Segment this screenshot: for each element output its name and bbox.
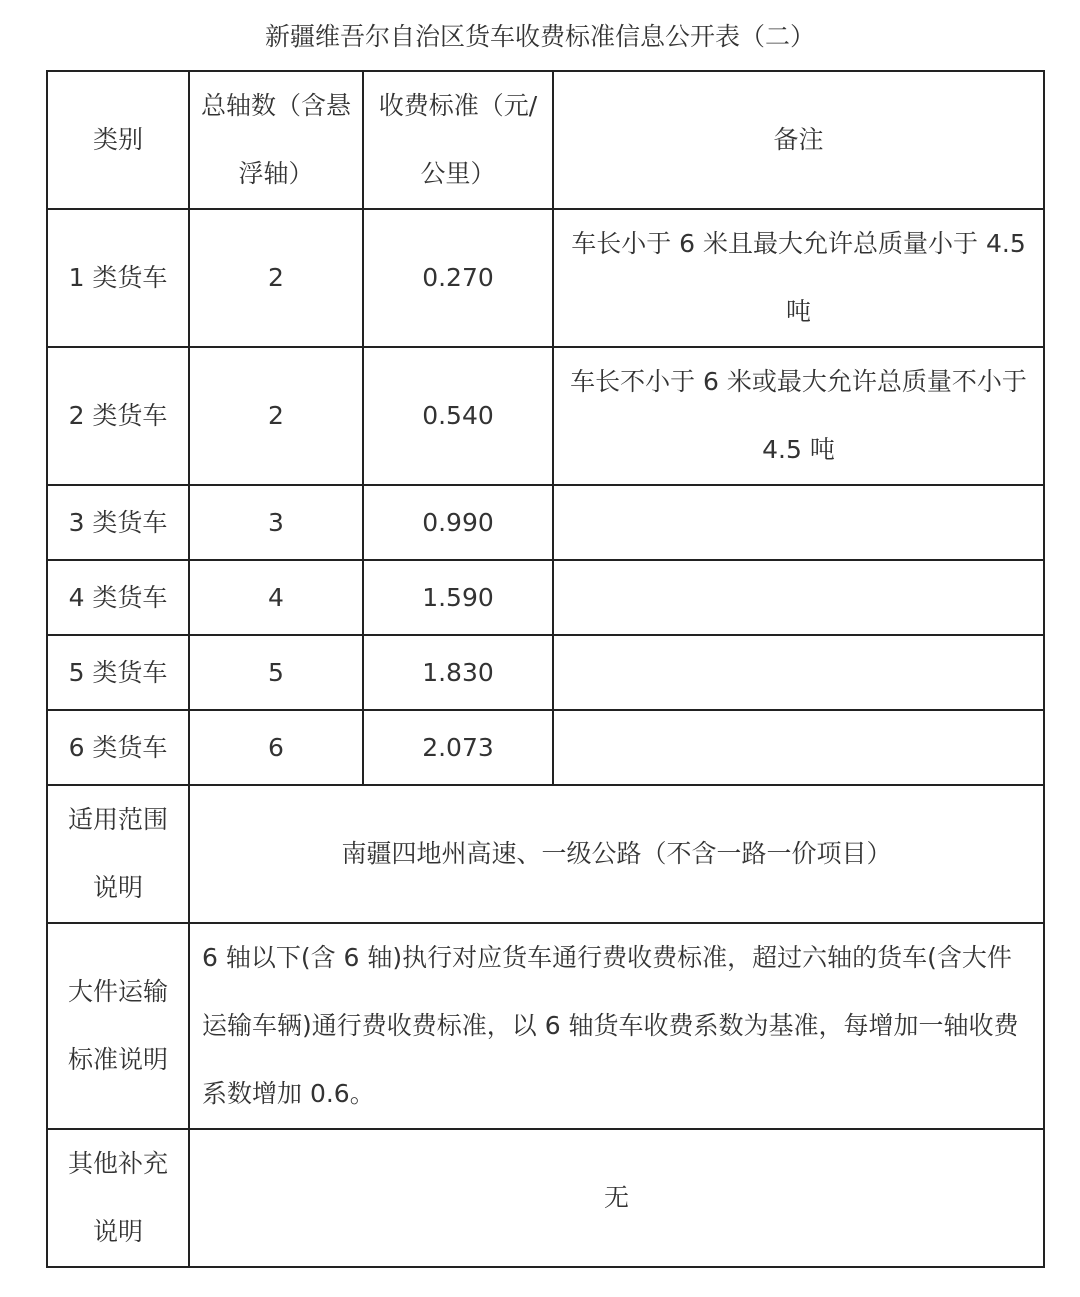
table-row (47, 560, 1044, 635)
row-note (553, 485, 1044, 560)
table-row (47, 635, 1044, 710)
table-row (47, 209, 1044, 347)
row-category: 3 类货车 (47, 485, 189, 560)
row-rate: 1.830 (363, 635, 553, 710)
large-transport-label: 大件运输标准说明 (47, 923, 189, 1129)
row-axles: 2 (189, 209, 363, 347)
large-transport-row (47, 923, 1044, 1129)
row-note: 车长不小于 6 米或最大允许总质量不小于 4.5 吨 (553, 347, 1044, 485)
header-category: 类别 (47, 71, 189, 209)
scope-row (47, 785, 1044, 923)
row-note (553, 635, 1044, 710)
other-row (47, 1129, 1044, 1267)
row-rate: 1.590 (363, 560, 553, 635)
table-header-row (47, 71, 1044, 209)
row-category: 4 类货车 (47, 560, 189, 635)
header-axles: 总轴数（含悬浮轴） (189, 71, 363, 209)
header-rate: 收费标准（元/公里） (363, 71, 553, 209)
row-rate: 0.270 (363, 209, 553, 347)
page-title: 新疆维吾尔自治区货车收费标准信息公开表（二） (264, 22, 815, 51)
table-row (47, 710, 1044, 785)
row-note (553, 560, 1044, 635)
other-value: 无 (189, 1129, 1044, 1267)
row-axles: 4 (189, 560, 363, 635)
row-category: 2 类货车 (47, 347, 189, 485)
toll-table (46, 70, 1045, 1268)
row-axles: 2 (189, 347, 363, 485)
row-axles: 5 (189, 635, 363, 710)
scope-label: 适用范围说明 (47, 785, 189, 923)
scope-value: 南疆四地州高速、一级公路（不含一路一价项目） (189, 785, 1044, 923)
table-row (47, 347, 1044, 485)
row-note: 车长小于 6 米且最大允许总质量小于 4.5 吨 (553, 209, 1044, 347)
row-category: 5 类货车 (47, 635, 189, 710)
row-note (553, 710, 1044, 785)
large-transport-value: 6 轴以下(含 6 轴)执行对应货车通行费收费标准，超过六轴的货车(含大件运输车辆)通行费收费标准，以 6 轴货车收费系数为基准，每增加一轴收费系数增加 0.6。 (189, 923, 1044, 1129)
other-label: 其他补充说明 (47, 1129, 189, 1267)
header-note: 备注 (553, 71, 1044, 209)
table-row (47, 485, 1044, 560)
row-axles: 3 (189, 485, 363, 560)
row-category: 6 类货车 (47, 710, 189, 785)
row-axles: 6 (189, 710, 363, 785)
row-rate: 2.073 (363, 710, 553, 785)
row-rate: 0.990 (363, 485, 553, 560)
row-category: 1 类货车 (47, 209, 189, 347)
row-rate: 0.540 (363, 347, 553, 485)
